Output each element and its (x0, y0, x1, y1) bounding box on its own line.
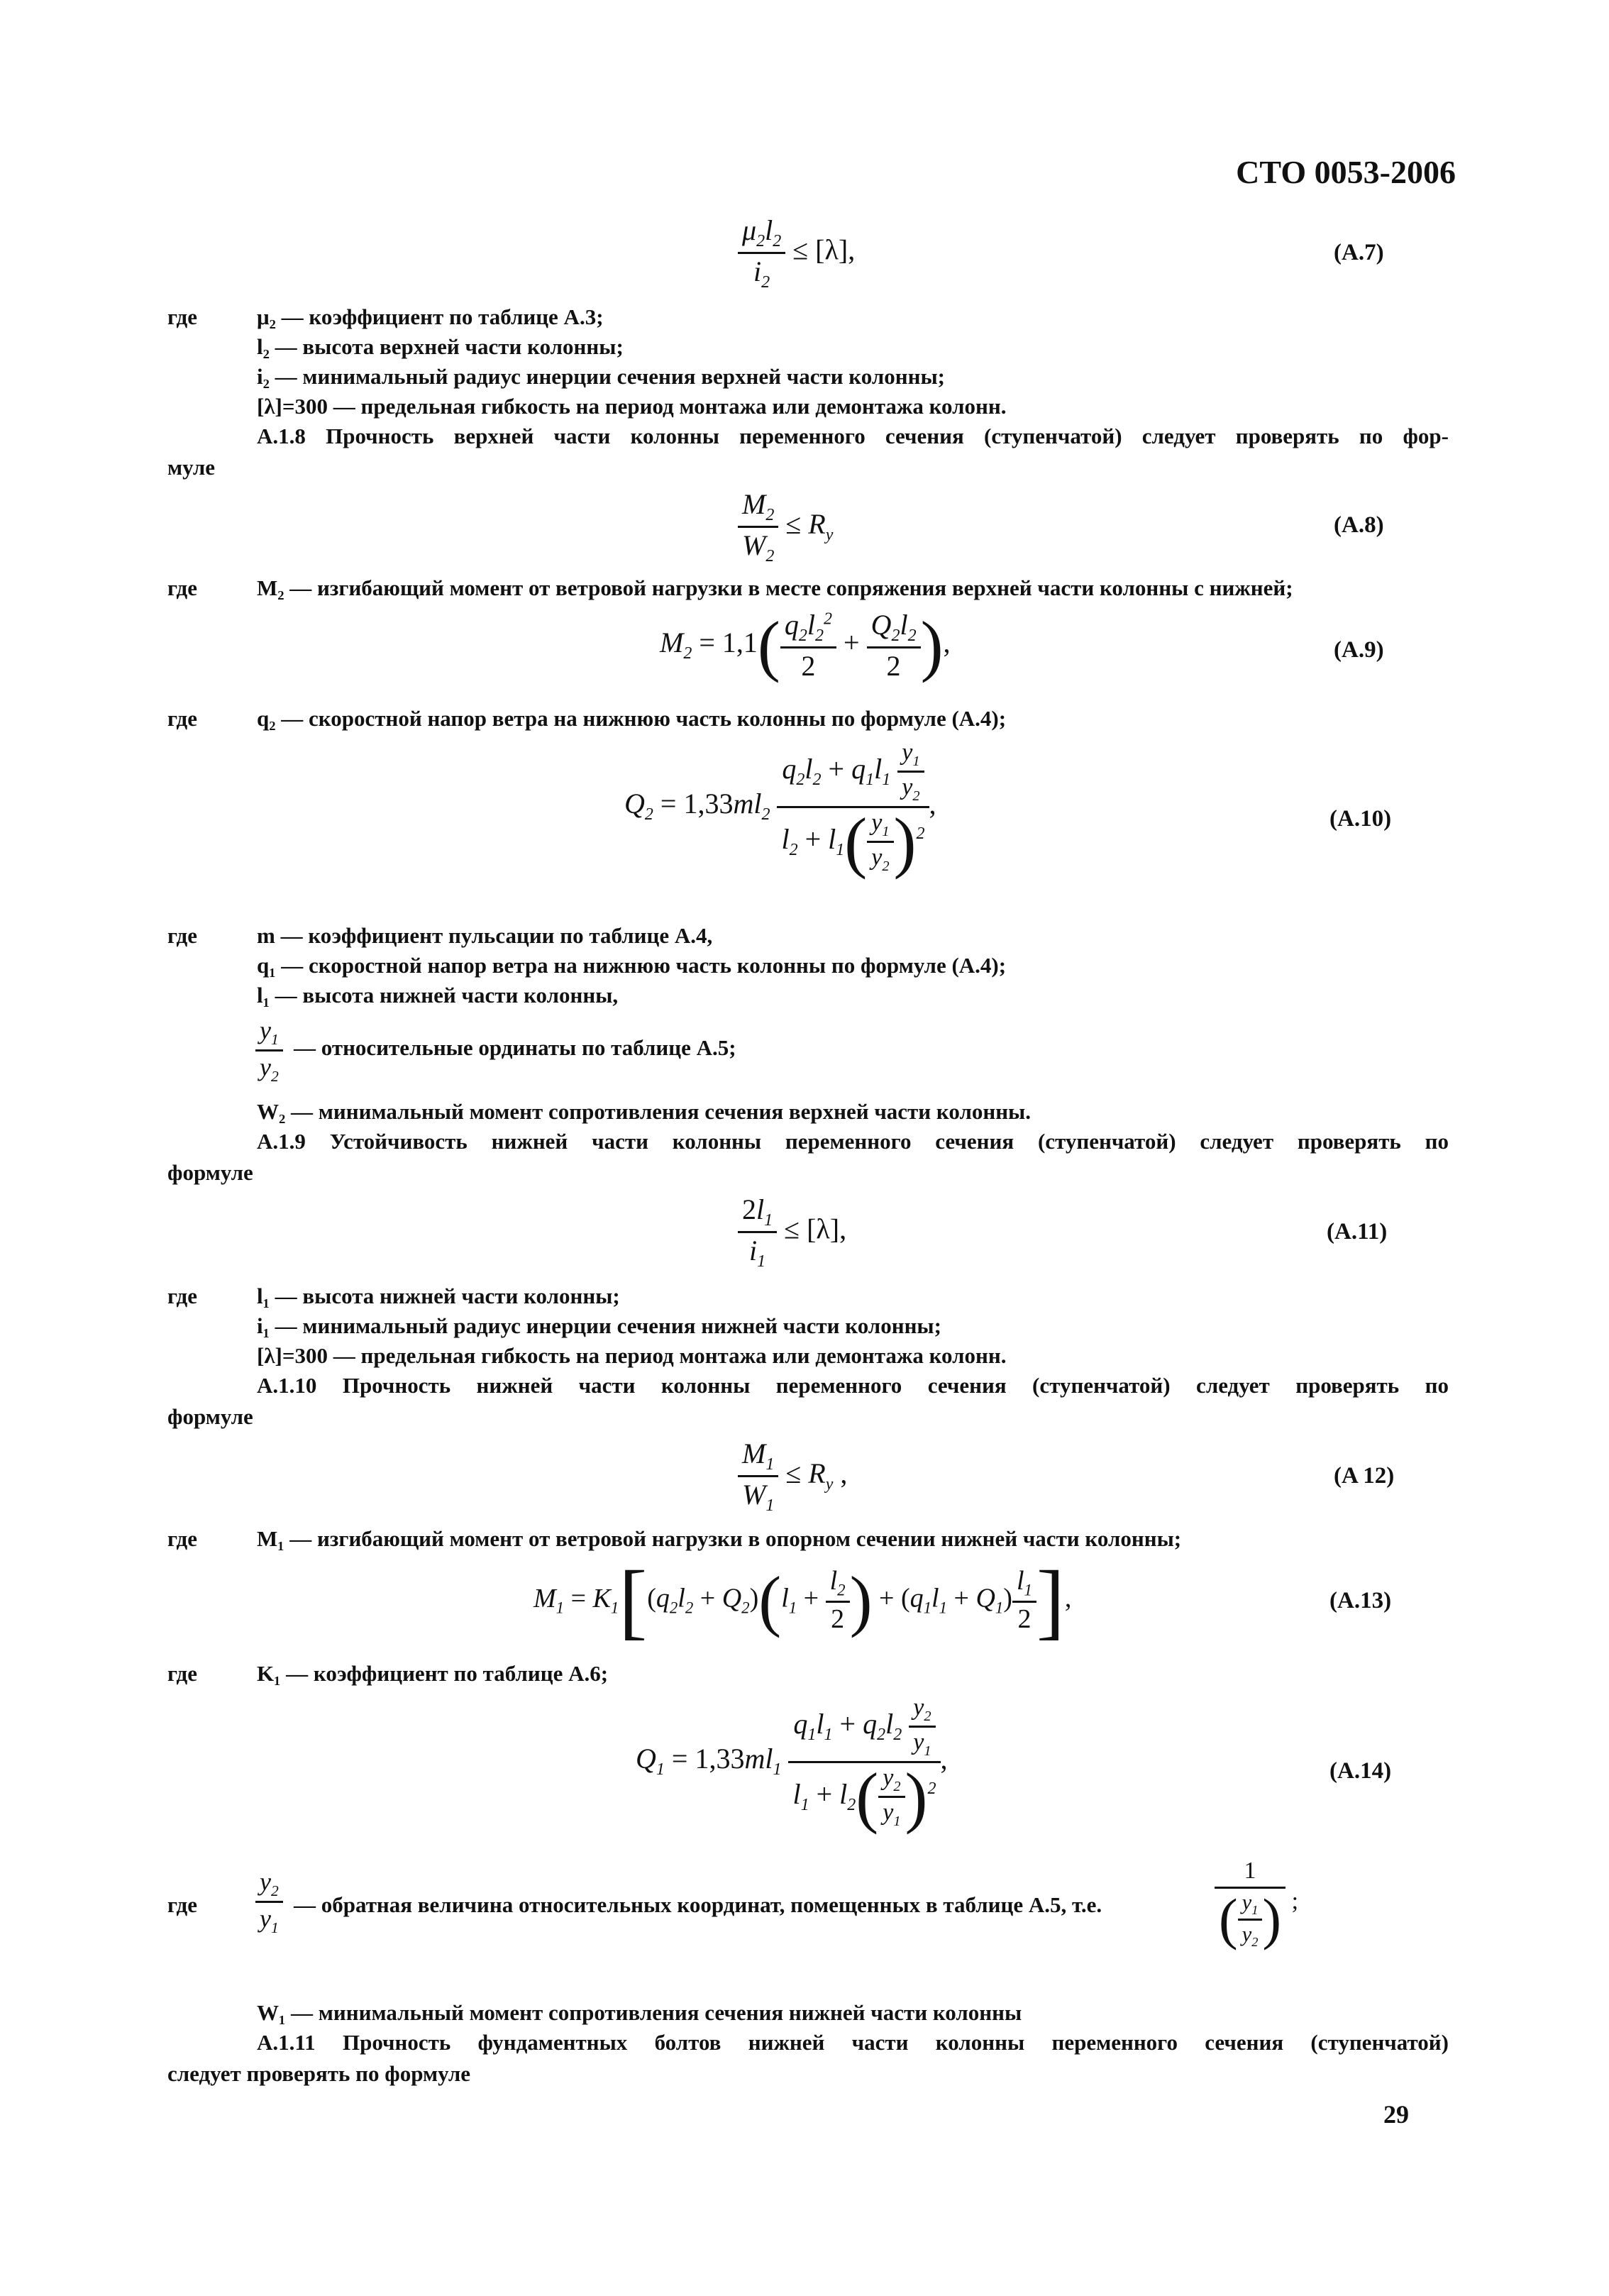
formula-a14: $Q_1 = 1,33ml_1$ $q_1l_1 + q_2l_2$ $\frac{y_2}{y_1}$ $l_1 + l_2$( $\frac{y_2}{y_1}$ )$^2$ , (636, 1694, 948, 1835)
clause-a18-line1: А.1.8 Прочность верхней части колонны переменного сечения (ступенчатой) следует проверять по фор- (257, 424, 1449, 448)
where-label: где (167, 1661, 197, 1686)
lambda-definition: [λ]=300 — предельная гибкость на период монтажа или демонтажа колонн. (257, 1343, 1007, 1368)
ratio-y1-y2: $\frac{y_1}{y_2}$ (255, 1015, 283, 1086)
equation-number-a13: (A.13) (1329, 1588, 1392, 1613)
formula-a10: $Q_2 = 1,33ml_2$ $q_2l_2 + q_1l_1$ $\frac{y_1}{y_2}$ $l_2 + l_1$( $\frac{y_1}{y_2}$ )$^2$ , (624, 739, 936, 880)
where-label: где (167, 575, 197, 600)
where-label: где (167, 1284, 197, 1308)
clause-a111-line1: А.1.11 Прочность фундаментных болтов нижней части колонны переменного сечения (ступенчатой) (257, 2030, 1449, 2055)
l2-definition: l₂ — высота верхней части колонны; (257, 334, 624, 359)
q2-definition: q₂ — скоростной напор ветра на нижнюю часть колонны по формуле (А.4); (257, 706, 1007, 731)
q1-definition: q₁ — скоростной напор ветра на нижнюю часть колонны по формуле (А.4); (257, 953, 1007, 978)
where-label: где (167, 923, 197, 948)
formula-a9: $M_2 = 1,1$( $\frac{q_2l_2^2}{2}$ + $\frac{Q_2l_2}{2}$ ), (660, 607, 951, 683)
clause-a19-line2: формуле (167, 1160, 253, 1185)
w1-definition: W₁ — минимальный момент сопротивления сечения нижней части колонны (257, 2000, 1022, 2025)
m1-definition: M₁ — изгибающий момент от ветровой нагрузки в опорном сечении нижней части колонны; (257, 1526, 1182, 1551)
equation-number-a7: (A.7) (1334, 240, 1384, 265)
clause-a110-line1: А.1.10 Прочность нижней части колонны переменного сечения (ступенчатой) следует проверять по (257, 1373, 1449, 1398)
formula-a13: $M_1 = K_1[(q_2l_2 + Q_2)(l_1$ + $\frac{l_2}{2}$ ) + $(q_1l_1 + Q_1)$ $\frac{l_1}{2}$ ], (533, 1553, 1072, 1648)
ratio-definition: — относительные ординаты по таблице А.5; (294, 1035, 736, 1060)
equation-number-a9: (A.9) (1334, 637, 1384, 663)
equation-number-a12: (A 12) (1334, 1463, 1395, 1489)
ratio-y2-y1: $\frac{y_2}{y_1}$ (255, 1866, 283, 1938)
m-definition: m — коэффициент пульсации по таблице А.4, (257, 923, 713, 948)
equation-number-a8: (A.8) (1334, 512, 1384, 538)
equation-number-a11: (A.11) (1327, 1219, 1388, 1244)
where-label: где (167, 706, 197, 731)
page-number: 29 (1383, 2100, 1409, 2129)
inverse-ratio-definition: — обратная величина относительных координат, помещенных в таблице А.5, т.е. (294, 1892, 1102, 1917)
i1-definition: i₁ — минимальный радиус инерции сечения нижней части колонны; (257, 1313, 941, 1338)
mu2-definition: μ₂ — коэффициент по таблице А.3; (257, 304, 604, 329)
clause-a18-line2: муле (167, 455, 215, 480)
i2-definition: i₂ — минимальный радиус инерции сечения верхней части колонны; (257, 364, 945, 389)
equation-number-a14: (A.14) (1329, 1758, 1392, 1784)
where-label: где (167, 304, 197, 329)
lambda-definition: [λ]=300 — предельная гибкость на период монтажа или демонтажа колонн. (257, 394, 1007, 419)
l1-definition: l₁ — высота нижней части колонны; (257, 1284, 620, 1308)
clause-a19-line1: А.1.9 Устойчивость нижней части колонны переменного сечения (ступенчатой) следует проверять по (257, 1129, 1449, 1154)
where-label: где (167, 1526, 197, 1551)
formula-a8: $\frac{M_2}{W_2}$ ≤ $R_y$ (738, 487, 833, 567)
formula-a7: $\frac{\mu_2l_2}{i_2}$ ≤ [λ], (738, 213, 855, 293)
k1-definition: K₁ — коэффициент по таблице А.6; (257, 1661, 609, 1686)
clause-a110-line2: формуле (167, 1404, 253, 1429)
equation-number-a10: (A.10) (1329, 806, 1392, 832)
document-code: СТО 0053-2006 (1236, 154, 1456, 190)
formula-a12: $\frac{M_1}{W_1}$ ≤ $R_y$ , (738, 1436, 847, 1516)
where-label: где (167, 1892, 197, 1917)
formula-a11: $\frac{2l_1}{i_1}$ ≤ [λ], (738, 1192, 846, 1272)
clause-a111-line2: следует проверять по формуле (167, 2061, 471, 2086)
m2-definition: M₂ — изгибающий момент от ветровой нагрузки в месте сопряжения верхней части колонны с нижней; (257, 575, 1293, 600)
inverse-ratio-fraction: 1 ( $\frac{y_1}{y_2}$ ) ; (1215, 1856, 1298, 1950)
w2-definition: W₂ — минимальный момент сопротивления сечения верхней части колонны. (257, 1099, 1032, 1124)
l1-definition: l₁ — высота нижней части колонны, (257, 983, 619, 1008)
